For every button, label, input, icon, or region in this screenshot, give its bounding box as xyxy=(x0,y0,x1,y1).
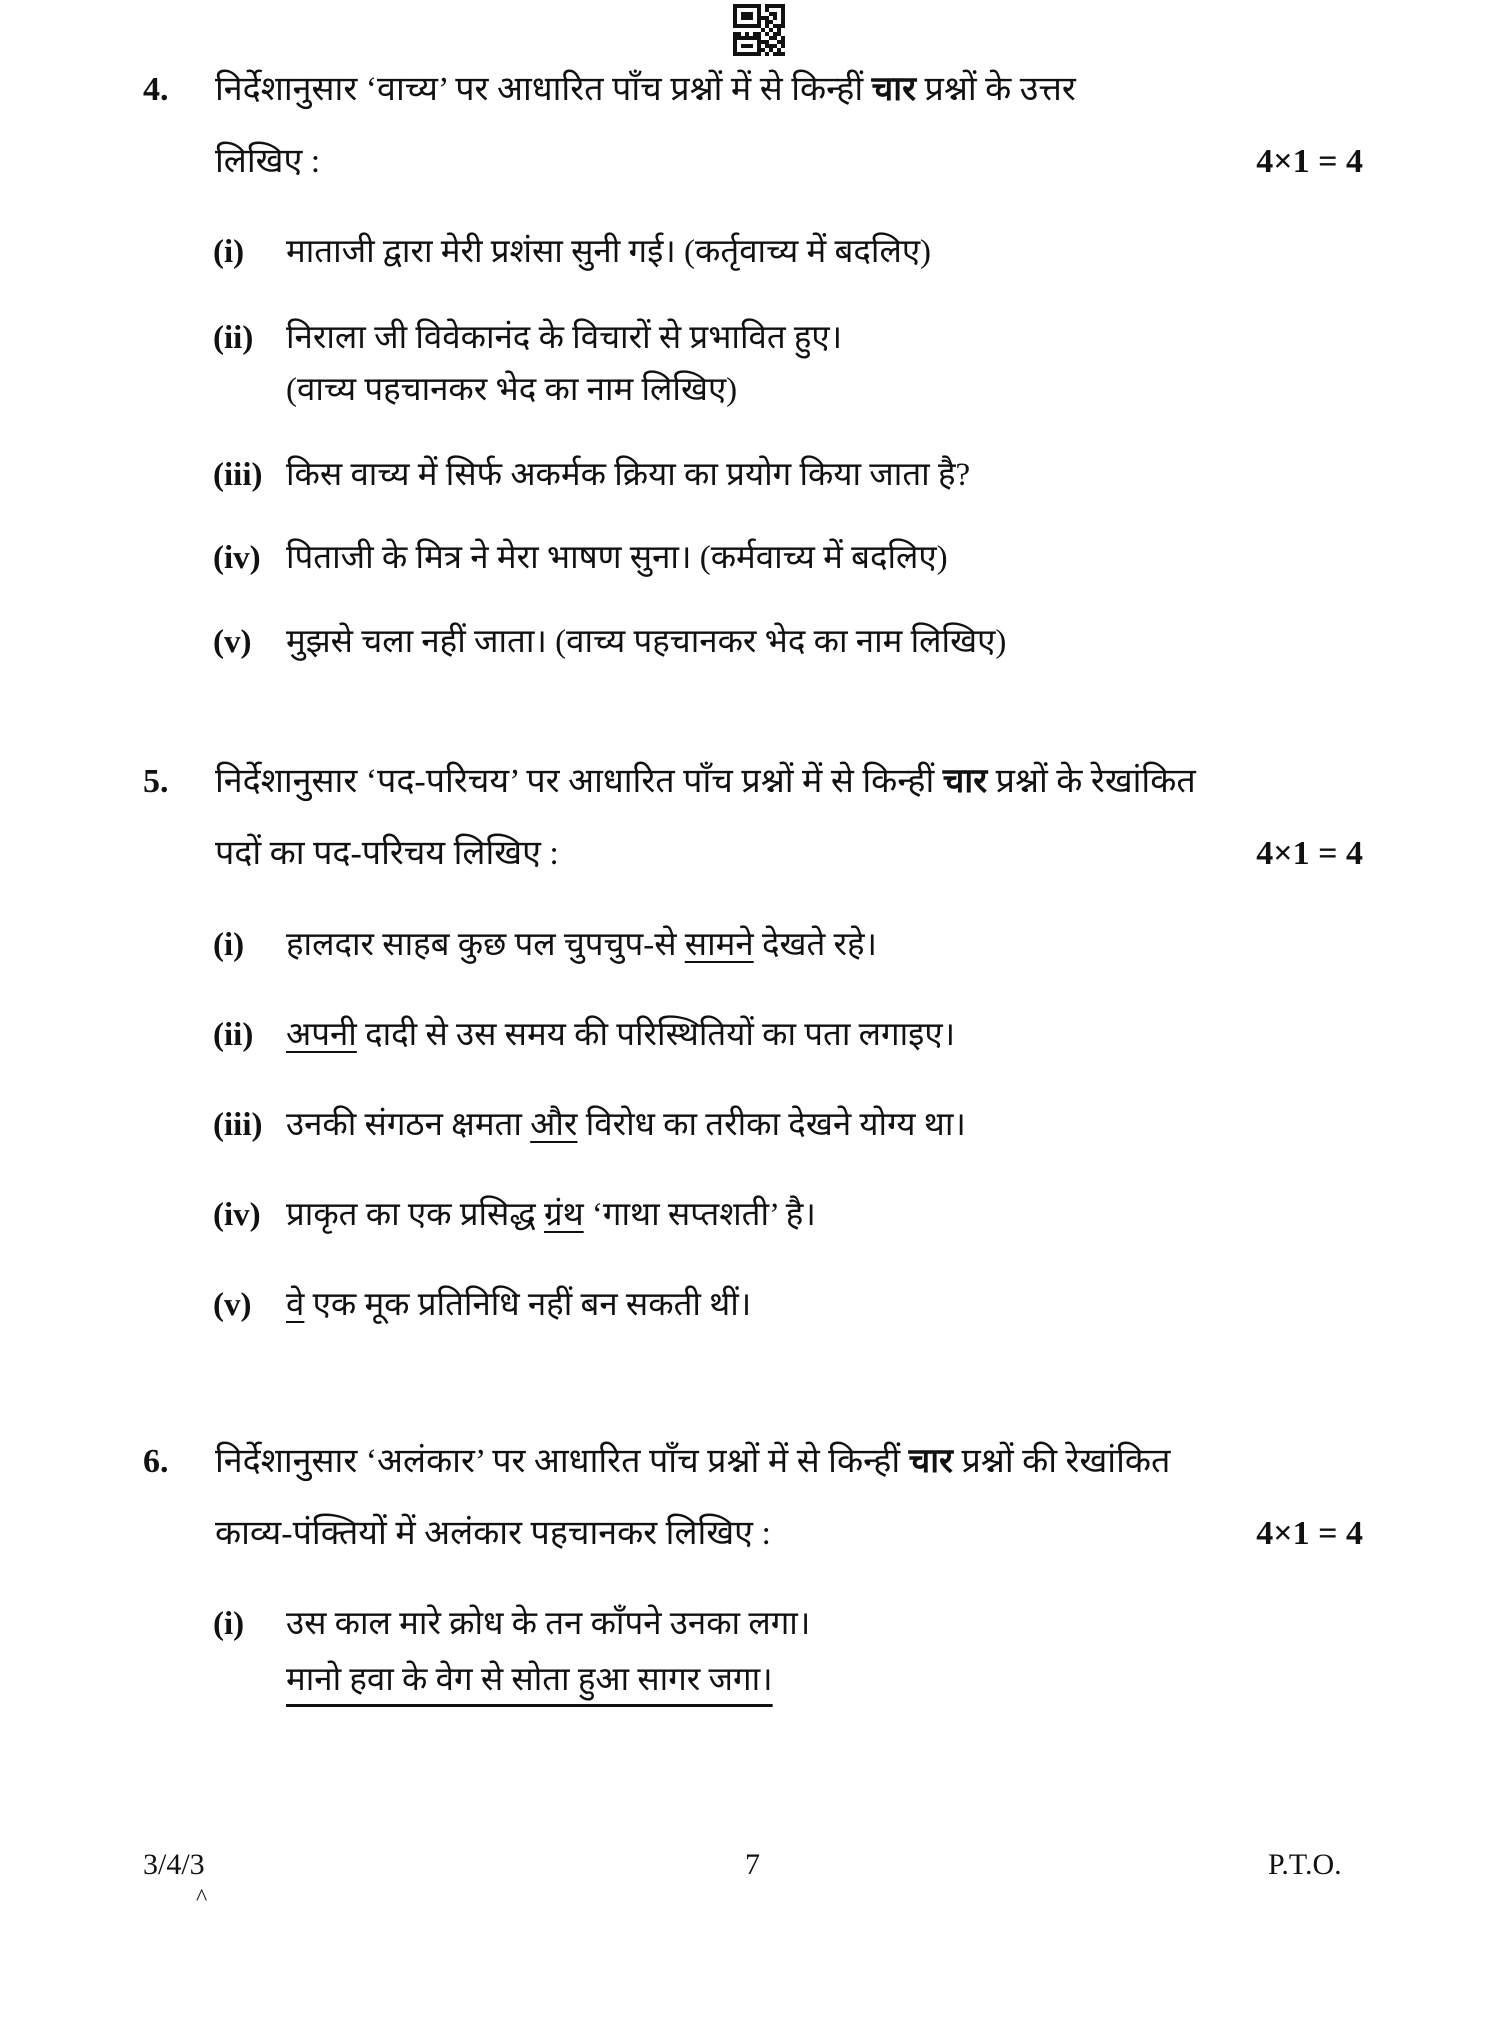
underlined-word: ग्रंथ xyxy=(543,1197,584,1233)
sub-text: उनकी संगठन क्षमता और विरोध का तरीका देखने योग्य था। xyxy=(286,1107,966,1143)
question-number: 6. xyxy=(143,1443,169,1480)
underlined-line: मानो हवा के वेग से सोता हुआ सागर जगा। xyxy=(286,1662,773,1698)
pto-label: P.T.O. xyxy=(1268,1848,1342,1881)
sub-label: (i) xyxy=(213,1606,245,1642)
sub-text: पिताजी के मित्र ने मेरा भाषण सुना। (कर्मवाच्य में बदलिए) xyxy=(286,540,948,576)
question-instruction-cont: लिखिए : xyxy=(215,143,321,180)
marks: 4×1 = 4 xyxy=(1256,143,1363,180)
sub-label: (ii) xyxy=(213,1017,254,1053)
caret-mark: ^ xyxy=(196,1885,208,1911)
page-number: 7 xyxy=(745,1848,760,1881)
sub-text: उस काल मारे क्रोध के तन काँपने उनका लगा। xyxy=(286,1606,811,1642)
sub-text: निराला जी विवेकानंद के विचारों से प्रभावित हुए। xyxy=(286,320,843,356)
sub-text: अपनी दादी से उस समय की परिस्थितियों का पता लगाइए। xyxy=(286,1017,956,1053)
question-instruction: निर्देशानुसार ‘पद-परिचय’ पर आधारित पाँच प्रश्नों में से किन्हीं चार प्रश्नों के रेखांकित xyxy=(215,763,1196,800)
sub-label: (i) xyxy=(213,927,245,963)
sub-label: (ii) xyxy=(213,320,254,356)
sub-text: हालदार साहब कुछ पल चुपचुप-से सामने देखते रहे। xyxy=(286,927,878,963)
underlined-word: और xyxy=(530,1107,578,1143)
question-number: 4. xyxy=(143,71,169,108)
sub-label: (iii) xyxy=(213,1107,263,1143)
sub-text: वे एक मूक प्रतिनिधि नहीं बन सकती थीं। xyxy=(286,1287,752,1323)
sub-text: माताजी द्वारा मेरी प्रशंसा सुनी गई। (कर्तृवाच्य में बदलिए) xyxy=(286,234,932,270)
question-instruction-cont: काव्य-पंक्तियों में अलंकार पहचानकर लिखिए : xyxy=(215,1515,771,1552)
marks: 4×1 = 4 xyxy=(1256,835,1363,872)
sub-label: (v) xyxy=(213,1287,252,1323)
paper-code: 3/4/3 xyxy=(143,1848,205,1881)
sub-text: मुझसे चला नहीं जाता। (वाच्य पहचानकर भेद का नाम लिखिए) xyxy=(286,624,1007,660)
question-instruction-cont: पदों का पद-परिचय लिखिए : xyxy=(215,835,559,872)
sub-text-cont: (वाच्य पहचानकर भेद का नाम लिखिए) xyxy=(286,372,738,408)
underlined-word: वे xyxy=(286,1287,305,1323)
question-instruction: निर्देशानुसार ‘वाच्य’ पर आधारित पाँच प्रश्नों में से किन्हीं चार प्रश्नों के उत्तर xyxy=(215,71,1076,108)
qr-code-icon xyxy=(733,4,785,56)
question-number: 5. xyxy=(143,763,169,800)
sub-label: (iii) xyxy=(213,457,263,493)
sub-text: किस वाच्य में सिर्फ अकर्मक क्रिया का प्रयोग किया जाता है? xyxy=(286,457,971,493)
underlined-word: अपनी xyxy=(286,1017,357,1053)
sub-label: (v) xyxy=(213,624,252,660)
marks: 4×1 = 4 xyxy=(1256,1515,1363,1552)
question-instruction: निर्देशानुसार ‘अलंकार’ पर आधारित पाँच प्रश्नों में से किन्हीं चार प्रश्नों की रेखांकित xyxy=(215,1443,1171,1480)
sub-text: प्राकृत का एक प्रसिद्ध ग्रंथ ‘गाथा सप्तशती’ है। xyxy=(286,1197,816,1233)
sub-label: (iv) xyxy=(213,540,261,576)
underlined-word: सामने xyxy=(684,927,754,963)
sub-label: (iv) xyxy=(213,1197,261,1233)
sub-label: (i) xyxy=(213,234,245,270)
